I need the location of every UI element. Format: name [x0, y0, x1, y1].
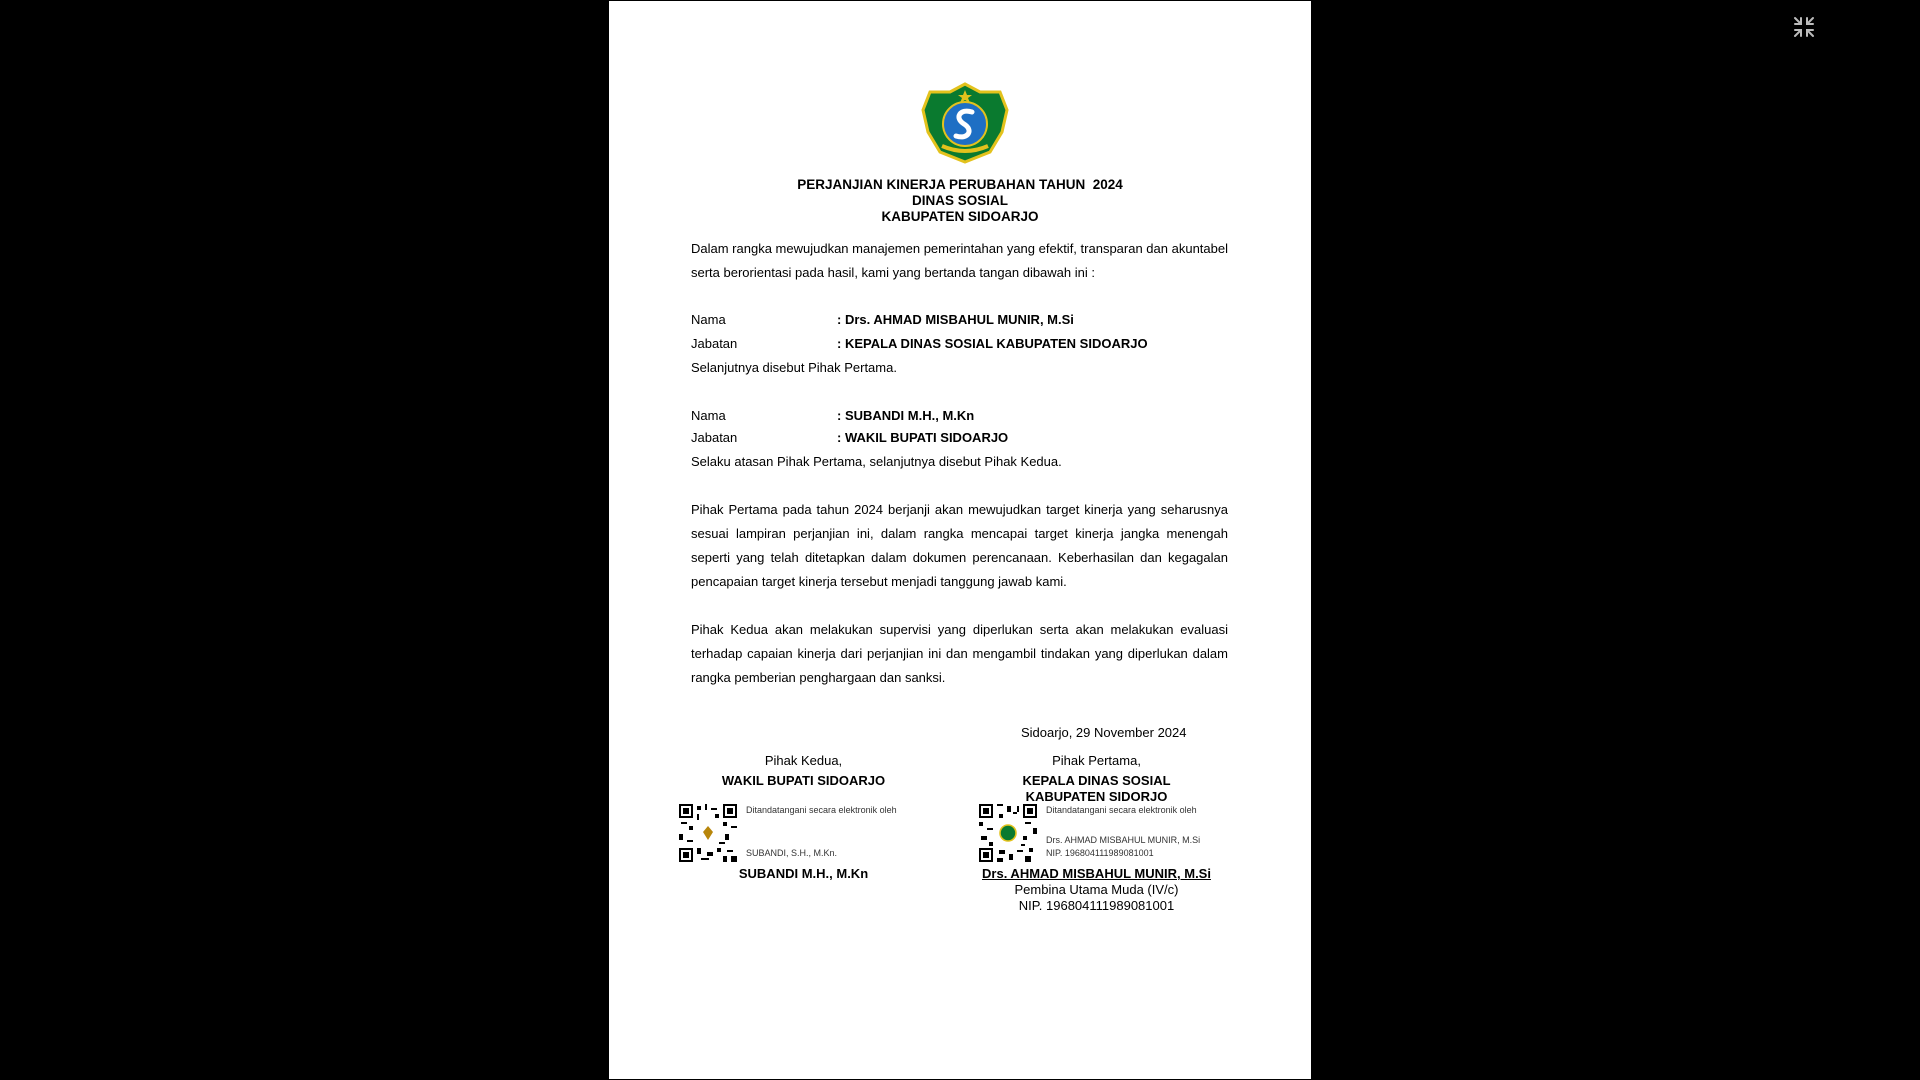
party1-position-value: : KEPALA DINAS SOSIAL KABUPATEN SIDOARJO [837, 336, 1148, 351]
party2-name-label: Nama [691, 408, 726, 423]
place-date: Sidoarjo, 29 November 2024 [1021, 725, 1187, 740]
signature-right-rank: Pembina Utama Muda (IV/c) [1014, 882, 1179, 897]
party2-position-value: : WAKIL BUPATI SIDOARJO [837, 430, 1009, 445]
signature-right-nip: NIP. 196804111989081001 [1018, 898, 1175, 913]
signature-left-esign-name: SUBANDI, S.H., M.Kn. [746, 848, 838, 858]
kabupaten-sidoarjo-emblem-icon [920, 82, 1010, 164]
signature-right-footer [964, 866, 1229, 914]
party2-name-row [691, 406, 974, 426]
party1-name-value: : Drs. AHMAD MISBAHUL MUNIR, M.Si [837, 312, 1074, 327]
title-line-1: PERJANJIAN KINERJA PERUBAHAN TAHUN 2024 [797, 177, 1123, 192]
signature-right-position-line1: KEPALA DINAS SOSIAL [1022, 773, 1171, 788]
signature-right-role: Pihak Pertama, [1052, 753, 1141, 768]
qr-code-sidoarjo-icon [979, 804, 1037, 862]
signature-right-esign-name: Drs. AHMAD MISBAHUL MUNIR, M.Si [1046, 835, 1201, 845]
party1-name-label: Nama [691, 312, 726, 327]
party2-position-row [691, 428, 1008, 448]
signature-right-position-line2: KABUPATEN SIDORJO [1025, 789, 1168, 804]
signature-left-esign-label: Ditandatangani secara elektronik oleh [746, 805, 897, 815]
signature-left-role: Pihak Kedua, [764, 753, 843, 768]
title-line-3: KABUPATEN SIDOARJO [881, 209, 1039, 224]
qr-code-garuda-icon [679, 804, 737, 862]
title-line-2: DINAS SOSIAL [911, 193, 1008, 208]
commitment-paragraph: Pihak Pertama pada tahun 2024 berjanji akan mewujudkan target kinerja yang seharusnya sesuai lampiran perjanjian ini, dalam rangka mencapai target kinerja jangka menengah seperti yang telah ditetapkan dalam dokumen perencanaan. Keberhasilan dan kegagalan pencapaian target kinerja tersebut menjadi tanggung jawab kami. [691, 502, 1228, 589]
party2-name-value: : SUBANDI M.H., M.Kn [837, 408, 975, 423]
signature-right-header [964, 753, 1229, 805]
signature-left-position: WAKIL BUPATI SIDOARJO [721, 773, 886, 788]
document-page [609, 1, 1311, 1079]
signature-left-header [671, 753, 936, 789]
intro-paragraph: Dalam rangka mewujudkan manajemen pemerintahan yang efektif, transparan dan akuntabel serta berorientasi pada hasil, kami yang bertanda tangan dibawah ini : [691, 241, 1228, 280]
signature-left-name: SUBANDI M.H., M.Kn [738, 866, 869, 881]
party2-position-label: Jabatan [691, 430, 738, 445]
party2-note: Selaku atasan Pihak Pertama, selanjutnya disebut Pihak Kedua. [691, 454, 1062, 469]
party1-name-row [691, 310, 1074, 330]
exit-fullscreen-icon[interactable] [1792, 15, 1816, 39]
document-title [609, 177, 1311, 225]
supervision-paragraph: Pihak Kedua akan melakukan supervisi yang diperlukan serta akan melakukan evaluasi terhadap capaian kinerja dari perjanjian ini dan mengambil tindakan yang diperlukan dalam rangka pemberian penghargaan dan sanksi. [691, 622, 1228, 685]
signature-right-esign-label: Ditandatangani secara elektronik oleh [1046, 805, 1197, 815]
party1-position-label: Jabatan [691, 336, 738, 351]
party1-position-row [691, 334, 1148, 354]
party1-note: Selanjutnya disebut Pihak Pertama. [691, 360, 897, 375]
signature-right-esign-nip: NIP. 196804111989081001 [1046, 848, 1154, 858]
signature-right-name: Drs. AHMAD MISBAHUL MUNIR, M.Si [982, 866, 1211, 881]
